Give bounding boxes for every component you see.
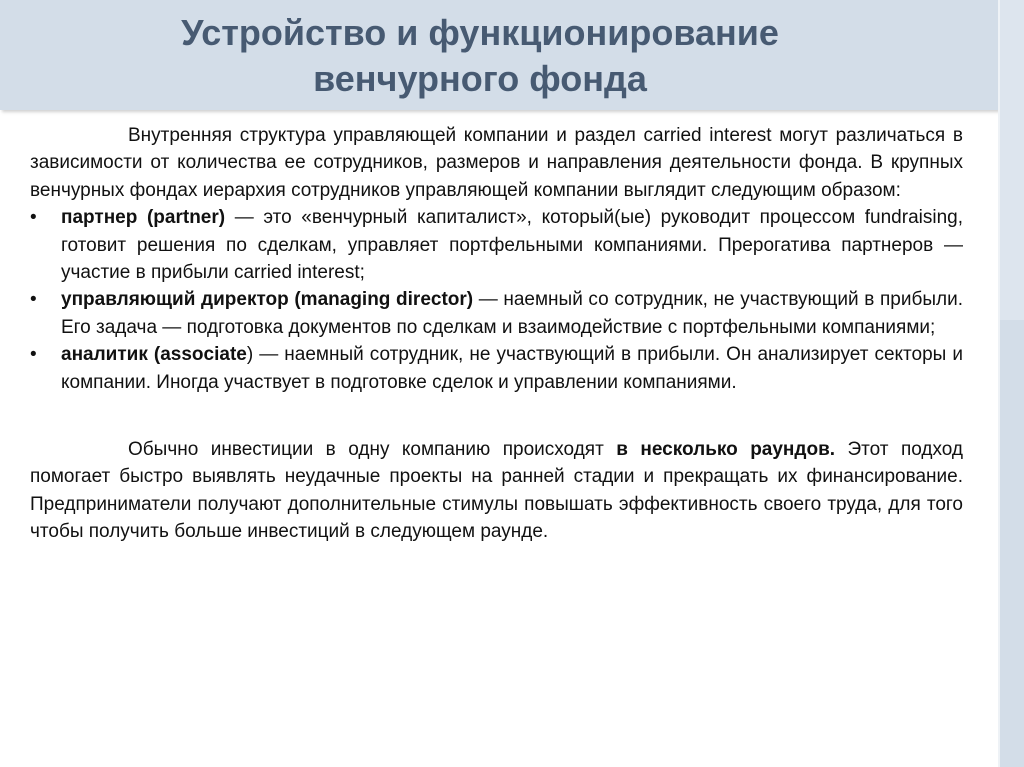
role-description: — наемный со сотрудник, не участвующий в прибыли. Его задача — подготовка документов по сделкам и взаимодействие с портфельными компаниями; [61,289,963,338]
role-term: управляющий директор (managing director) [61,289,474,311]
bullet-icon: • [30,344,37,366]
paragraph-gap [30,396,963,436]
closing-emphasis: в несколько раундов. [616,439,836,461]
role-description: ) — наемный сотрудник, не участвующий в прибыли. Он анализирует секторы и компании. Иногда участвует в подготовке сделок и управлении компаниями. [61,344,963,393]
right-bar-edge [998,0,1000,767]
intro-paragraph: Внутренняя структура управляющей компании и раздел carried interest могут различаться в зависимости от количества ее сотрудников, размеров и направления деятельности фонда. В крупных венчурных фондах иерархия сотрудников управляющей компании выглядит следующим образом: [30,125,963,201]
role-description: — это «венчурный капиталист», который(ые) руководит процессом fundraising, готовит решения по сделкам, управляет портфельными компаниями. Прерогатива партнеров — участие в прибыли carried interest; [61,207,963,284]
slide-title-line-1: Устройство и функционирование [181,12,779,53]
role-term: партнер (partner) [61,207,226,229]
closing-paragraph [30,436,963,546]
right-decorative-bar [998,0,1024,767]
right-bar-light-segment [998,0,1024,320]
slide-title [0,10,960,102]
slide-title-line-2: венчурного фонда [313,58,647,99]
role-term: аналитик (associate [61,344,247,366]
bullet-icon: • [30,207,37,229]
title-band [0,0,998,110]
bullet-icon: • [30,289,37,311]
closing-text-end: Этот подход помогает быстро выявлять неудачные проекты на ранней стадии и прекращать их финансирование. Предприниматели получают дополнительные стимулы повышать эффективность своего труда, для того чтобы получить больше инвестиций в следующем раунде. [30,439,964,543]
slide-body [30,122,963,546]
list-item-partner [30,204,963,286]
closing-text-start: Обычно инвестиции в одну компанию происходят [128,439,617,461]
role-list [30,204,963,396]
list-item-managing-director [30,286,963,341]
list-item-associate [30,341,963,396]
